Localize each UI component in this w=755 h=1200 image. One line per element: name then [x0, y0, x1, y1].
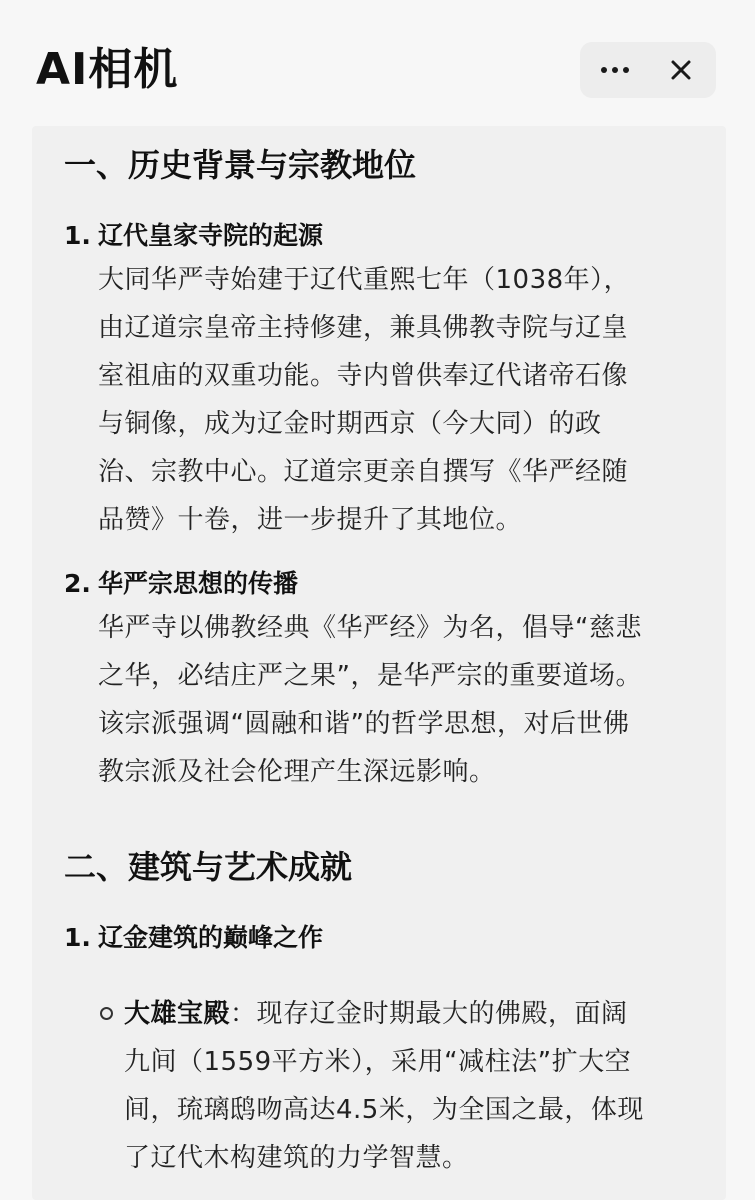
- paragraph-line: 与铜像，成为辽金时期西京（今大同）的政: [98, 409, 602, 439]
- item-paragraph: [98, 256, 704, 544]
- item-title: 华严宗思想的传播: [98, 569, 299, 598]
- section-heading: 二、建筑与艺术成就: [64, 848, 353, 886]
- item-title: 辽代皇家寺院的起源: [98, 221, 324, 250]
- paragraph-line: 九间（1559平方米），采用“减柱法”扩大空: [124, 1047, 632, 1077]
- close-icon: [670, 59, 692, 81]
- paragraph-line: 华严寺以佛教经典《华严经》为名，倡导“慈悲: [98, 613, 642, 643]
- section-1: [64, 140, 704, 190]
- section-1-item-1: [64, 216, 704, 544]
- section-1-item-2: [64, 564, 704, 796]
- close-button[interactable]: [660, 42, 702, 98]
- paragraph-line: 由辽道宗皇帝主持修建，兼具佛教寺院与辽皇: [98, 313, 629, 343]
- item-paragraph: [98, 604, 704, 796]
- bullet-item: [98, 990, 704, 1182]
- paragraph-line: 大同华严寺始建于辽代重熙七年（1038年），: [98, 265, 631, 295]
- paragraph-line: 室祖庙的双重功能。寺内曾供奉辽代诸帝石像: [98, 361, 629, 391]
- item-number: 1.: [64, 923, 91, 952]
- item-title: 辽金建筑的巅峰之作: [98, 923, 324, 952]
- paragraph-line: 了辽代木构建筑的力学智慧。: [124, 1143, 469, 1173]
- paragraph-line: 现存辽金时期最大的佛殿，面阔: [256, 999, 628, 1029]
- bullet-term: 大雄宝殿: [124, 999, 231, 1029]
- paragraph-line: 教宗派及社会伦理产生深远影响。: [98, 757, 496, 787]
- bullet-separator: ：: [230, 999, 257, 1029]
- paragraph-line: 品赞》十卷，进一步提升了其地位。: [98, 505, 523, 535]
- paragraph-line: 该宗派强调“圆融和谐”的哲学思想，对后世佛: [98, 709, 630, 739]
- item-number: 2.: [64, 569, 91, 598]
- paragraph-line: 之华，必结庄严之果”，是华严宗的重要道场。: [98, 661, 642, 691]
- more-dots-icon: [601, 67, 629, 73]
- article-content: [64, 140, 704, 1182]
- menu-capsule: [580, 42, 716, 98]
- top-bar: [0, 0, 755, 120]
- bullet-circle-icon: [98, 990, 124, 1182]
- section-heading: 一、历史背景与宗教地位: [64, 146, 417, 184]
- section-2-item-1: [64, 918, 704, 1182]
- app-title: AI相机: [36, 44, 179, 95]
- item-number: 1.: [64, 221, 91, 250]
- paragraph-line: 治、宗教中心。辽道宗更亲自撰写《华严经随: [98, 457, 629, 487]
- section-2: [64, 842, 704, 892]
- more-button[interactable]: [594, 42, 636, 98]
- paragraph-line: 间，琉璃鸱吻高达4.5米，为全国之最，体现: [124, 1095, 644, 1125]
